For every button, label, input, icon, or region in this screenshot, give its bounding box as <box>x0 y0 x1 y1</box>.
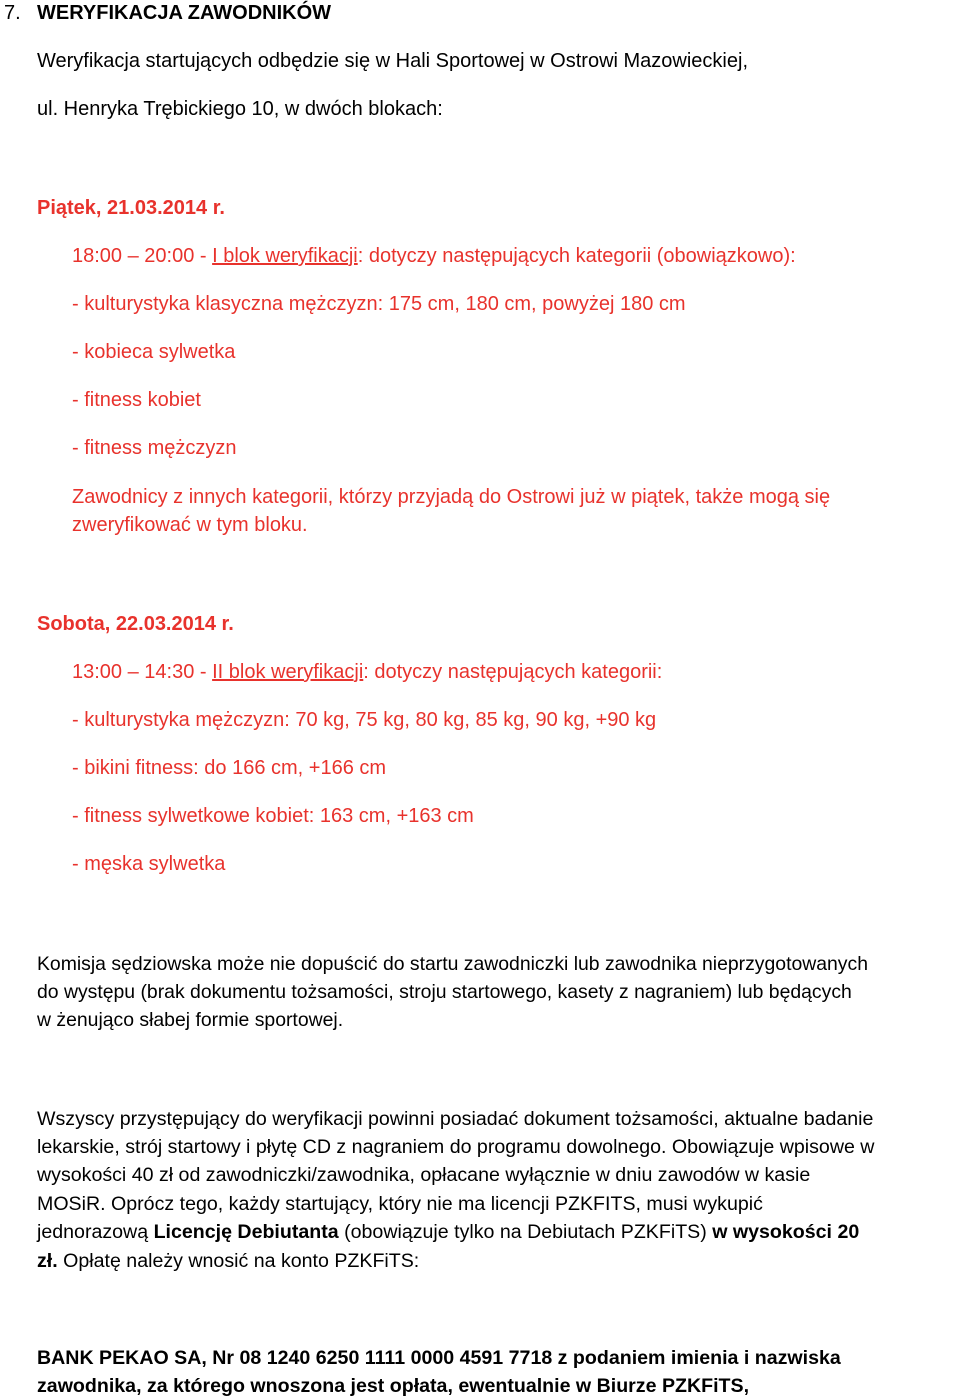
saturday-block-name: II blok weryfikacji <box>212 661 364 683</box>
requirements-line-4: MOSiR. Oprócz tego, każdy startujący, który nie ma licencji PZKFITS, musi wykupić <box>37 1193 763 1215</box>
intro-line-2: ul. Henryka Trębickiego 10, w dwóch blokach: <box>37 98 443 120</box>
saturday-block-line <box>72 660 662 684</box>
requirements-line-2: lekarskie, strój startowy i płytę CD z nagraniem do programu dowolnego. Obowiązuje wpisowe w <box>37 1136 875 1158</box>
section-number: 7. <box>4 2 21 24</box>
friday-note-line-1: Zawodnicy z innych kategorii, którzy przyjadą do Ostrowi już w piątek, także mogą się <box>72 486 831 508</box>
commission-line-3: w żenująco słabej formie sportowej. <box>37 1009 344 1031</box>
friday-item: - kobieca sylwetka <box>72 341 236 363</box>
friday-date: Piątek, 21.03.2014 r. <box>37 197 225 219</box>
commission-line-1: Komisja sędziowska może nie dopuścić do startu zawodniczki lub zawodnika nieprzygotowanych <box>37 953 868 975</box>
requirements-text: (obowiązuje tylko na Debiutach PZKFiTS) <box>338 1221 713 1243</box>
saturday-time: 13:00 – 14:30 - <box>72 661 213 683</box>
friday-item: - fitness mężczyzn <box>72 437 237 459</box>
bank-line-2: zawodnika, za którego wnoszona jest opłata, ewentualnie w Biurze PZKFiTS, <box>37 1375 750 1397</box>
license-name: Licencję Debiutanta <box>153 1221 339 1243</box>
friday-note-line-2: zweryfikować w tym bloku. <box>72 514 308 536</box>
intro-line-1: Weryfikacja startujących odbędzie się w Hali Sportowej w Ostrowi Mazowieckiej, <box>37 50 748 72</box>
friday-block-name: I blok weryfikacji <box>212 245 358 267</box>
bank-line-1: BANK PEKAO SA, Nr 08 1240 6250 1111 0000 4591 7718 z podaniem imienia i nazwiska <box>37 1347 841 1369</box>
saturday-item: - męska sylwetka <box>72 853 226 875</box>
requirements-line-1: Wszyscy przystępujący do weryfikacji powinni posiadać dokument tożsamości, aktualne badanie <box>37 1108 874 1130</box>
friday-time: 18:00 – 20:00 - <box>72 245 213 267</box>
requirements-line-3: wysokości 40 zł od zawodniczki/zawodnika, opłacane wyłącznie w dniu zawodów w kasie <box>37 1164 811 1186</box>
requirements-line-6 <box>37 1249 419 1273</box>
saturday-block-desc: : dotyczy następujących kategorii: <box>363 661 663 683</box>
saturday-item: - kulturystyka mężczyzn: 70 kg, 75 kg, 80 kg, 85 kg, 90 kg, +90 kg <box>72 709 657 731</box>
requirements-text: jednorazową <box>37 1221 154 1243</box>
requirements-line-5 <box>37 1220 859 1244</box>
section-title: WERYFIKACJA ZAWODNIKÓW <box>37 2 332 24</box>
saturday-date: Sobota, 22.03.2014 r. <box>37 613 234 635</box>
friday-block-line <box>72 244 796 268</box>
saturday-item: - bikini fitness: do 166 cm, +166 cm <box>72 757 387 779</box>
requirements-text: Opłatę należy wnosić na konto PZKFiTS: <box>57 1250 420 1272</box>
license-fee-currency: zł. <box>37 1250 58 1272</box>
section-heading <box>0 0 960 26</box>
commission-line-2: do występu (brak dokumentu tożsamości, stroju startowego, kasety z nagraniem) lub będących <box>37 981 852 1003</box>
license-fee: w wysokości 20 <box>712 1221 860 1243</box>
friday-block-desc: : dotyczy następujących kategorii (obowiązkowo): <box>357 245 796 267</box>
saturday-item: - fitness sylwetkowe kobiet: 163 cm, +163 cm <box>72 805 474 827</box>
friday-item: - fitness kobiet <box>72 389 201 411</box>
friday-item: - kulturystyka klasyczna mężczyzn: 175 cm, 180 cm, powyżej 180 cm <box>72 293 686 315</box>
